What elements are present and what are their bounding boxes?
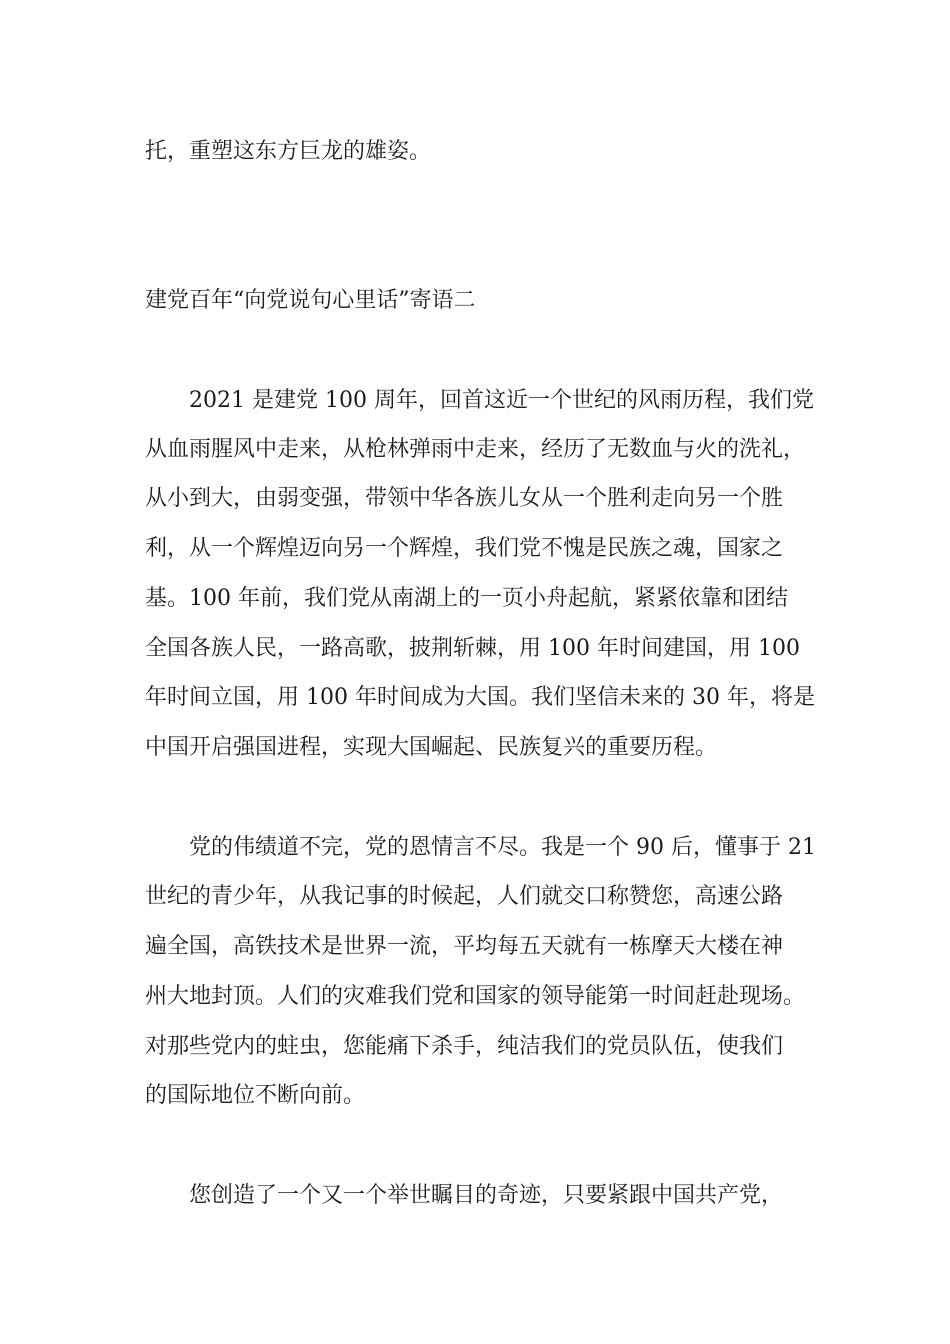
paragraph-line: 的国际地位不断向前。 bbox=[145, 1083, 366, 1108]
paragraph-line: 您创造了一个又一个举世瞩目的奇迹，只要紧跟中国共产党， bbox=[189, 1183, 784, 1208]
paragraph-line: 中国开启强国进程，实现大国崛起、民族复兴的重要历程。 bbox=[145, 735, 718, 760]
paragraph-line: 从血雨腥风中走来，从枪林弹雨中走来，经历了无数血与火的洗礼， bbox=[145, 437, 806, 462]
paragraph-line: 利，从一个辉煌迈向另一个辉煌，我们党不愧是民族之魂，国家之 bbox=[145, 536, 784, 561]
paragraph-line: 对那些党内的蛀虫，您能痛下杀手，纯洁我们的党员队伍，使我们 bbox=[145, 1034, 784, 1059]
paragraph-line: 遍全国，高铁技术是世界一流，平均每五天就有一栋摩天大楼在神 bbox=[145, 934, 784, 959]
paragraph-line: 党的伟绩道不完，党的恩情言不尽。我是一个 90 后，懂事于 21 bbox=[189, 835, 816, 860]
paragraph-line: 从小到大，由弱变强，带领中华各族儿女从一个胜利走向另一个胜 bbox=[145, 486, 784, 511]
paragraph-line: 年时间立国，用 100 年时间成为大国。我们坚信未来的 30 年，将是 bbox=[145, 685, 815, 710]
paragraph-line: 世纪的青少年，从我记事的时候起，人们就交口称赞您，高速公路 bbox=[145, 884, 784, 909]
paragraph-line: 托，重塑这东方巨龙的雄姿。 bbox=[145, 139, 432, 164]
section-heading: 建党百年“向党说句心里话”寄语二 bbox=[145, 288, 476, 313]
paragraph-line: 基。100 年前，我们党从南湖上的一页小舟起航，紧紧依靠和团结 bbox=[145, 586, 788, 611]
paragraph-line: 全国各族人民，一路高歌，披荆斩棘，用 100 年时间建国，用 100 bbox=[145, 636, 800, 661]
paragraph-line: 2021 是建党 100 周年，回首这近一个世纪的风雨历程，我们党 bbox=[189, 388, 814, 413]
paragraph-line: 州大地封顶。人们的灾难我们党和国家的领导能第一时间赶赴现场。 bbox=[145, 984, 806, 1009]
